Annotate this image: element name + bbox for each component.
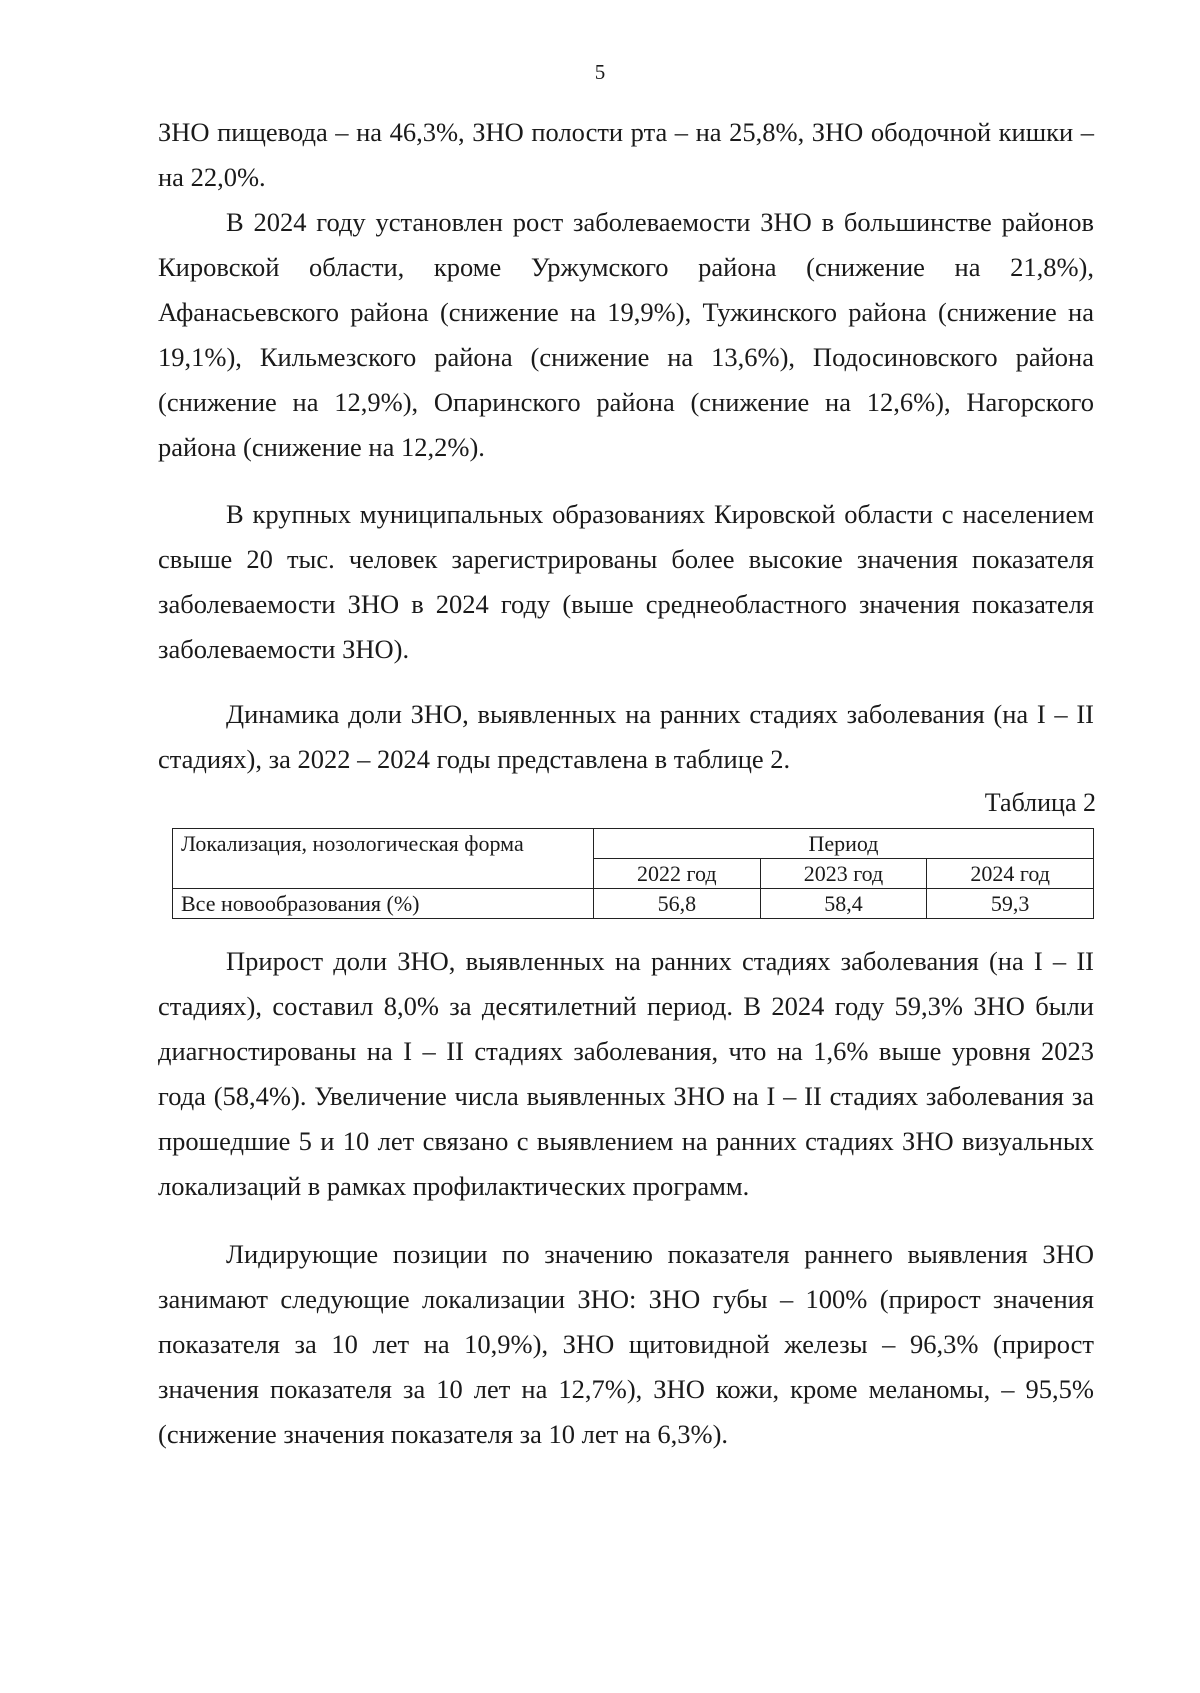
data-table xyxy=(172,828,1094,919)
table-header-year: 2022 год xyxy=(594,859,761,889)
paragraph-2: В 2024 году установлен рост заболеваемости ЗНО в большинстве районов Кировской области, кроме Уржумского района (снижение на 21,8%), Афанасьевского района (снижение на 19,9%), Тужинского района (снижение на 19,1%), Кильмезского района (снижение на 13,6%), Подосиновского района (снижение на 12,9%), Опаринского района (снижение на 12,6%), Нагорского района (снижение на 12,2%). xyxy=(158,207,1094,462)
paragraph-6: Лидирующие позиции по значению показателя раннего выявления ЗНО занимают следующие локализации ЗНО: ЗНО губы – 100% (прирост значения показателя за 10 лет на 10,9%), ЗНО щитовидной железы – 96,3% (прирост значения показателя за 10 лет на 12,7%), ЗНО кожи, кроме меланомы, – 95,5% (снижение значения показателя за 10 лет на 6,3%). xyxy=(158,1239,1094,1449)
table-header-period: Период xyxy=(594,829,1094,859)
table-cell: 56,8 xyxy=(594,889,761,919)
paragraph-1: ЗНО пищевода – на 46,3%, ЗНО полости рта – на 25,8%, ЗНО ободочной кишки – на 22,0%. xyxy=(158,117,1094,192)
paragraph-5: Прирост доли ЗНО, выявленных на ранних стадиях заболевания (на I – II стадиях), составил 8,0% за десятилетний период. В 2024 году 59,3% ЗНО были диагностированы на I – II стадиях заболевания, что на 1,6% выше уровня 2023 года (58,4%). Увеличение числа выявленных ЗНО на I – II стадиях заболевания за прошедшие 5 и 10 лет связано с выявлением на ранних стадиях ЗНО визуальных локализаций в рамках профилактических программ. xyxy=(158,946,1094,1201)
table-cell: 58,4 xyxy=(760,889,927,919)
table-row xyxy=(173,889,1094,919)
paragraph-3: В крупных муниципальных образованиях Кировской области с населением свыше 20 тыс. человек зарегистрированы более высокие значения показателя заболеваемости ЗНО в 2024 году (выше среднеобластного значения показателя заболеваемости ЗНО). xyxy=(158,499,1094,664)
table-cell: 59,3 xyxy=(927,889,1094,919)
table-header-year: 2024 год xyxy=(927,859,1094,889)
table-header-row xyxy=(173,829,1094,859)
table-row-label: Все новообразования (%) xyxy=(173,889,594,919)
table-caption: Таблица 2 xyxy=(984,788,1096,817)
table-header-location: Локализация, нозологическая форма xyxy=(173,829,594,889)
paragraph-4: Динамика доли ЗНО, выявленных на ранних стадиях заболевания (на I – II стадиях), за 2022 – 2024 годы представлена в таблице 2. xyxy=(158,699,1094,774)
table-header-year: 2023 год xyxy=(760,859,927,889)
page-number: 5 xyxy=(594,60,606,84)
